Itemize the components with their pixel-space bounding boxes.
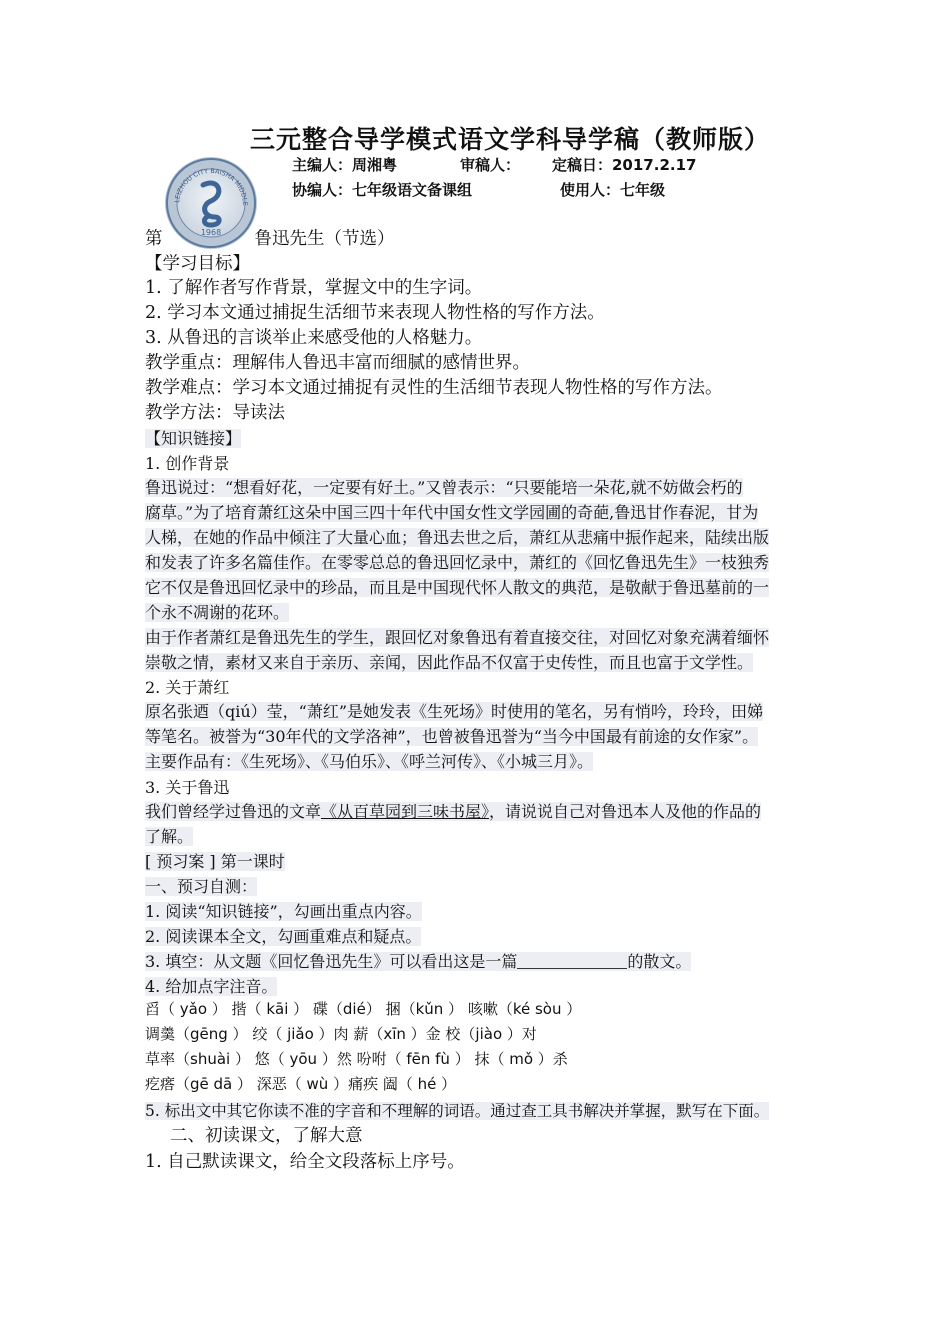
- answer-blank[interactable]: [517, 952, 627, 969]
- seal-year: 1968: [200, 228, 222, 237]
- objectives-heading: 【学习目标】: [145, 254, 250, 274]
- pinyin-row: 舀（ yǎo ） 揩（ kāi ） 碟（dié） 捆（kǔn ） 咳嗽（ké sòu ）: [145, 1000, 582, 1018]
- final-date: 定稿日：2017.2.17: [552, 156, 697, 174]
- co-editor: 协编人：七年级语文备课组: [292, 181, 473, 199]
- background-paragraph: [145, 475, 811, 675]
- background-heading: 1. 创作背景: [145, 454, 230, 473]
- xiaohong-heading: 2. 关于萧红: [145, 678, 230, 697]
- lesson-title: 第 鲁迅先生（节选）: [145, 229, 395, 249]
- reading-item: 1. 自己默读课文，给全文段落标上序号。: [145, 1152, 465, 1172]
- background-line: 和发表了许多名篇佳作。在零零总总的鲁迅回忆录中，萧红的《回忆鲁迅先生》一枝独秀: [145, 553, 770, 572]
- pinyin-row: 调羹（gēng ） 绞（ jiǎo ）肉 薪（xīn ）金 校（jiào ）对: [145, 1025, 537, 1043]
- key-point: 教学重点：理解伟人鲁迅丰富而细腻的感情世界。: [145, 353, 530, 373]
- background-line: 鲁迅说过：“想看好花，一定要有好土。”又曾表示：“只要能培一朵花,就不妨做会朽的: [145, 478, 743, 497]
- student-line: 崇敬之情，素材又来自于亲历、亲闻，因此作品不仅富于史传性，而且也富于文学性。: [145, 653, 754, 672]
- user: 使用人：七年级: [560, 181, 666, 199]
- luxun-heading: 3. 关于鲁迅: [145, 778, 230, 797]
- background-line: 个永不凋谢的花环。: [145, 603, 290, 622]
- luxun-article-link: 《从百草园到三味书屋》: [321, 802, 490, 821]
- xiaohong-line: 主要作品有：《生死场》、《马伯乐》、《呼兰河传》、《小城三月》。: [145, 752, 594, 771]
- preview-item-5: 5. 标出文中其它你读不准的字音和不理解的词语。通过查工具书解决并掌握，默写在下面。: [145, 1102, 770, 1120]
- luxun-paragraph: 我们曾经学过鲁迅的文章《从百草园到三味书屋》，请说说自己对鲁迅本人及他的作品的 了解。: [145, 802, 762, 846]
- fill-blank-item: 3. 填空：从文题《回忆鲁迅先生》可以看出这是一篇 的散文。: [145, 952, 692, 971]
- reviewer: 审稿人：: [460, 156, 521, 174]
- preview-heading: [ 预习案 ] 第一课时: [145, 852, 285, 871]
- self-test-heading: 一、预习自测：: [145, 877, 258, 896]
- chief-editor: 主编人：周湘粤: [292, 156, 398, 174]
- xiaohong-paragraph: [145, 699, 811, 774]
- xiaohong-line: 原名张迺（qiú）莹，“萧红”是她发表《生死场》时使用的笔名，另有悄吟，玲玲，田娣: [145, 702, 764, 721]
- pinyin-row: 草率（shuài ） 悠（ yōu ）然 吩咐（ fēn fù ） 抹（ mǒ ）杀: [145, 1050, 568, 1068]
- objective-item: 2. 学习本文通过捕捉生活细节来表现人物性格的写作方法。: [145, 303, 605, 323]
- background-line: 人梯，在她的作品中倾注了大量心血；鲁迅去世之后，萧红从悲痛中振作起来，陆续出版: [145, 528, 770, 547]
- preview-item: 2. 阅读课本全文，勾画重难点和疑点。: [145, 927, 422, 946]
- background-line: 它不仅是鲁迅回忆录中的珍品，而且是中国现代怀人散文的典范，是敬献于鲁迅墓前的一: [145, 578, 770, 597]
- background-line: 腐草。”为了培育萧红这朵中国三四十年代中国女性文学园圃的奇葩,鲁迅甘作春泥，甘为: [145, 503, 759, 522]
- teaching-method: 教学方法：导读法: [145, 403, 285, 423]
- student-line: 由于作者萧红是鲁迅先生的学生，跟回忆对象鲁迅有着直接交往，对回忆对象充满着缅怀: [145, 628, 770, 647]
- preview-item: 1. 阅读“知识链接”，勾画出重点内容。: [145, 902, 422, 921]
- objective-item: 1. 了解作者写作背景，掌握文中的生字词。: [145, 278, 483, 298]
- svg-text:LEIZHOU CITY BAISHA MIDDLE SCH: LEIZHOU CITY BAISHA MIDDLE: [173, 166, 250, 206]
- pinyin-heading: 4. 给加点字注音。: [145, 977, 278, 996]
- objective-item: 3. 从鲁迅的言谈举止来感受他的人格魅力。: [145, 328, 483, 348]
- knowledge-heading: 【知识链接】: [145, 429, 242, 448]
- pinyin-row: 疙瘩（gē dā ） 深恶（ wù ）痛疾 阖（ hé ）: [145, 1075, 457, 1093]
- reading-heading: 二、初读课文，了解大意: [170, 1126, 363, 1146]
- document-title: 三元整合导学模式语文学科导学稿（教师版）: [250, 125, 771, 154]
- xiaohong-line: 等笔名。被誉为“30年代的文学洛神”，也曾被鲁迅誉为“当今中国最有前途的女作家”。: [145, 727, 759, 746]
- difficulty: 教学难点：学习本文通过捕捉有灵性的生活细节表现人物性格的写作方法。: [145, 378, 723, 398]
